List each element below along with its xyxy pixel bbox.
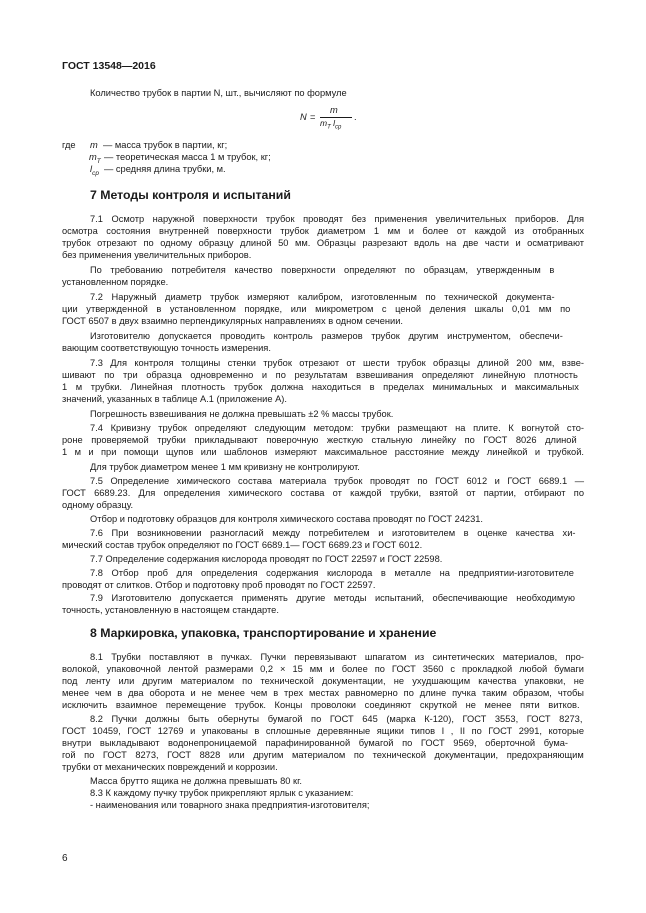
section-7-line: 7.6 При возникновении разногласий между потребителем и изготовителем в оценке качества хи- [90,528,576,538]
den-l: l [333,118,336,128]
section-7-line: 1 м и при помощи щупов или шаблонов измеряют максимальное расстояние между линейкой и трубкой. [62,447,584,457]
section-7-line: 7.7 Определение содержания кислорода проводят по ГОСТ 22597 и ГОСТ 22598. [90,554,443,564]
formula-tail: . [354,112,357,122]
formula-denominator [320,118,341,131]
where-text: — теоретическая масса 1 м трубок, кг; [104,152,271,162]
section-8-line: гой по ГОСТ 8273, ГОСТ 8828 или другим материалом по технической документации, предохраняющим [62,750,584,760]
section-7-line: 7.1 Осмотр наружной поверхности трубок проводят без применения увеличительных приборов. Для [90,214,584,224]
section-7-line: мический состав трубок определяют по ГОСТ 6689.1— ГОСТ 6689.23 и ГОСТ 6012. [62,540,423,550]
section-7-line: Изготовителю допускается проводить контроль размеров трубок другим инструментом, обеспечи- [90,331,563,341]
section-7-line: роне проверяемой трубки прикладывают поверочную жесткую стальную линейку по ГОСТ 8026 длиной [62,435,577,445]
section-8-line: Масса брутто ящика не должна превышать 80 кг. [90,776,302,786]
section-8-line: под ленту или другим материалом по технической документации, не ухудшающим качества упаковки, не [62,676,584,686]
section-7-line: проводят от слитков. Отбор и подготовку проб проводят по ГОСТ 22597. [62,580,376,590]
den-m-sub: T [327,124,331,131]
page-number: 6 [62,853,68,864]
section-7-line: одному образцу. [62,500,134,510]
where-symbol: $m_T$ [89,152,101,165]
formula-lhs: N [300,112,307,122]
section-8-title: 8 Маркировка, упаковка, транспортирование и хранение [90,626,437,640]
section-8-line: 8.1 Трубки поставляют в пучках. Пучки перевязывают шпагатом из синтетических материалов, про- [90,652,584,662]
section-8-line: исключить взаимное перемещение трубок. Концы проволоки соединяют скруткой не менее пяти витков. [62,700,580,710]
section-7-line: 7.2 Наружный диаметр трубок измеряют калибром, изготовленным по технической документа- [90,292,555,302]
section-8-line: ГОСТ 10459, ГОСТ 12769 и упакованы в сплошные деревянные ящики типов I , II по ГОСТ 2991, которые [62,726,584,736]
section-7-line: Отбор и подготовку образцов для контроля химического состава проводят по ГОСТ 24231. [90,514,484,524]
section-8-line: - наименования или товарного знака предприятия-изготовителя; [90,800,370,810]
section-7-line: 7.9 Изготовителю допускается применять другие методы испытаний, обеспечивающие необходимую [90,593,575,603]
section-8-line: трубки от механических повреждений и коррозии. [62,762,278,772]
den-m: m [320,118,328,128]
formula-eq: = [310,112,316,122]
where-text: — масса трубок в партии, кг; [103,140,228,150]
section-7-line: без применения увеличительных приборов. [62,250,252,260]
section-8-line: менее чем в два оборота и не менее чем в трех местах равномерно по длине пучка таким образом, чтобы [62,688,584,698]
section-7-line: 7.4 Кривизну трубок определяют следующим методом: трубки размещают на плите. К вогнутой сто- [90,423,584,433]
formula-intro: Количество трубок в партии N, шт., вычисляют по формуле [90,88,347,98]
den-l-sub: ср [335,124,342,131]
where-symbol: $l_{ср}$ [90,164,99,177]
section-7-line: вающим соответствующую точность измерения. [62,343,271,353]
section-7-line: По требованию потребителя качество поверхности определяют по образцам, утвержденным в [90,265,555,275]
section-7-line: шивают по три образца одновременно и по результатам взвешивания определяют линейную плотность [62,370,578,380]
section-7-line: 7.8 Отбор проб для определения содержания кислорода в металле на предприятии-изготовителе [90,568,574,578]
section-7-line: установленном порядке. [62,277,169,287]
where-symbol: m [90,140,98,150]
formula [300,104,400,130]
section-7-line: 7.5 Определение химического состава материала трубок проводят по ГОСТ 6012 и ГОСТ 6689.1 — [90,476,584,486]
where-text: — средняя длина трубки, м. [104,164,226,174]
section-7-line: ГОСТ 6507 в двух взаимно перпендикулярных направлениях в одном сечении. [62,316,404,326]
section-7-line: Погрешность взвешивания не должна превышать ±2 % массы трубок. [90,409,394,419]
formula-numerator: m [330,105,338,115]
section-8-line: 8.3 К каждому пучку трубок прикрепляют ярлык с указанием: [90,788,354,798]
section-7-title: 7 Методы контроля и испытаний [90,188,291,202]
section-7-line: значений, указанных в таблице А.1 (приложение А). [62,394,287,404]
standard-header: ГОСТ 13548—2016 [62,60,156,72]
section-8-line: внутри выкладывают водонепроницаемой парафинированной бумагой по ГОСТ 9569, оберточной бума- [62,738,569,748]
section-8-line: волокой, упаковочной лентой размерами 0,2 × 15 мм и более по ГОСТ 3560 с прокладкой любой бумаги [62,664,584,674]
section-7-line: трубок отрезают по одному образцу длиной 50 мм. Образцы разрезают вдоль на две части и осматривают [62,238,584,248]
section-7-line: точность, установленную в настоящем стандарте. [62,605,279,615]
where-word: где [62,140,76,150]
section-7-line: осмотра состояния внутренней поверхности трубок диаметром 1 мм и более от каждой из отобранных [62,226,584,236]
section-7-line: ции утвержденной в установленном порядке, или микрометром с ценой деления шкалы 0,01 мм по [62,304,571,314]
section-7-line: Для трубок диаметром менее 1 мм кривизну не контролируют. [90,462,360,472]
section-8-line: 8.2 Пучки должны быть обернуты бумагой по ГОСТ 645 (марка К-120), ГОСТ 3553, ГОСТ 8273, [90,714,583,724]
section-7-line: 7.3 Для контроля толщины стенки трубок отрезают от шести трубок образцы длиной 200 мм, взве- [90,358,584,368]
section-7-line: 1 м трубки. Линейная плотность трубок должна находиться в пределах минимальных и максимальных [62,382,579,392]
section-7-line: ГОСТ 6689.23. Для определения химического состава от каждой трубки, взятой от партии, отбирают по [62,488,584,498]
